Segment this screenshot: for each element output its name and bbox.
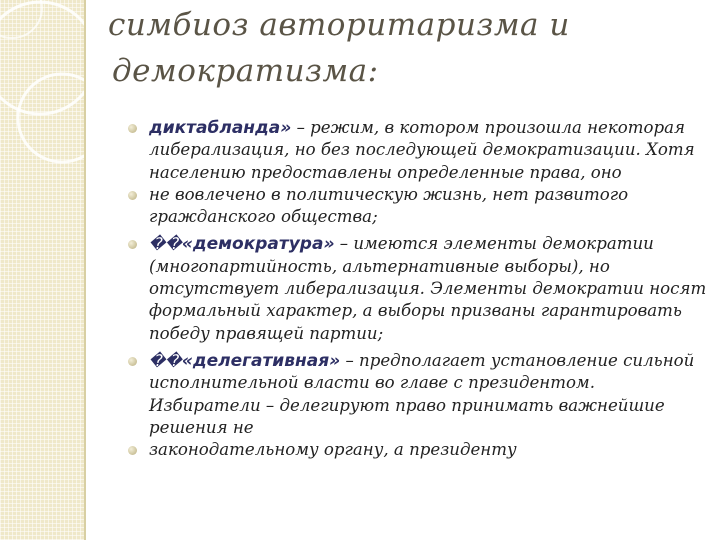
bullet-icon [128, 124, 137, 133]
list-item [128, 439, 708, 461]
slide-title [108, 2, 708, 94]
bullet-icon [128, 191, 137, 200]
bullet-icon [128, 446, 137, 455]
item-text: законодательному органу, а президенту [149, 440, 517, 460]
list-item [128, 117, 708, 184]
bullet-icon [128, 357, 137, 366]
list-item [128, 233, 708, 344]
list-item [128, 350, 708, 439]
bullet-icon [128, 240, 137, 249]
title-line-1: симбиоз авторитаризма и [108, 7, 570, 43]
item-text: – имеются элементы демократии (многопартийность, альтернативные выборы), но отсутствует либерализация. Элементы демократии носят формальный характер, а выборы призваны гарантировать победу правящей партии; [149, 234, 707, 343]
replacement-glyph: �� [149, 350, 182, 370]
term: диктабланда» [149, 118, 292, 138]
list-item [128, 184, 708, 229]
term: «делегативная» [181, 350, 341, 371]
item-text: не вовлечено в политическую жизнь, нет развитого гражданского общества; [149, 184, 629, 227]
item-text: – режим, в котором произошла некоторая либерализация, но без последующей демократизации. Хотя населению предоставлены определенные права, оно [149, 118, 695, 182]
replacement-glyph: �� [149, 234, 182, 254]
side-divider [84, 0, 86, 540]
item-text: – предполагает установление сильной исполнительной власти во главе с президентом. Избиратели – делегируют право принимать важнейшие решения не [149, 350, 695, 437]
circle-ornament-icon [0, 0, 84, 540]
title-line-2: демократизма: [112, 53, 379, 89]
bullet-list [128, 117, 708, 461]
decorative-side-panel [0, 0, 84, 540]
term: «демократура» [181, 234, 335, 255]
